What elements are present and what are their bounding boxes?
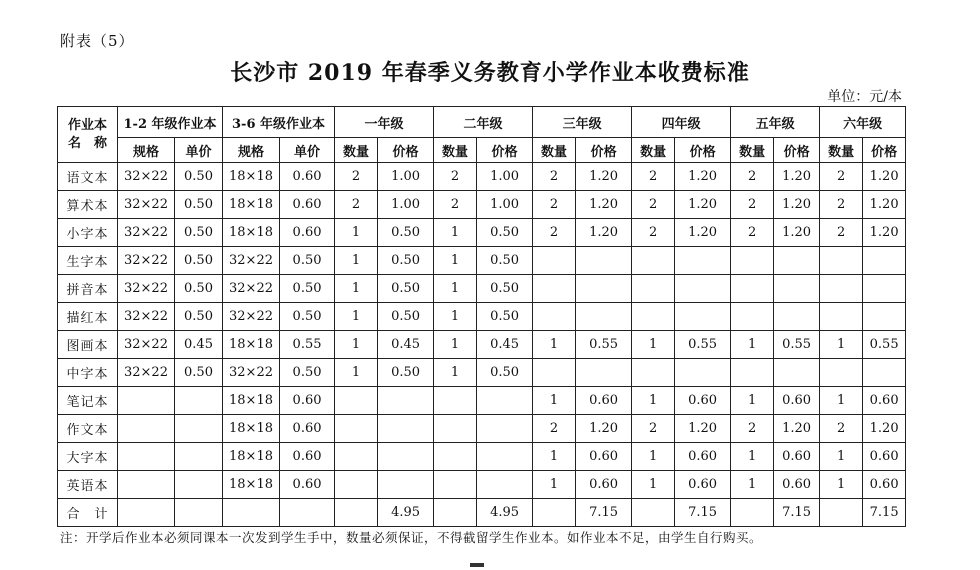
table-cell: 1 [533,331,576,359]
table-cell: 0.60 [576,471,632,499]
table-cell [731,303,774,331]
table-cell [863,359,906,387]
table-cell [774,275,820,303]
table-cell: 0.50 [378,303,434,331]
table-cell [863,275,906,303]
table-cell [533,303,576,331]
table-cell: 7.15 [675,499,731,527]
table-cell [118,499,175,527]
footnote: 注：开学后作业本必须同课本一次发到学生手中，数量必须保证，不得截留学生作业本。如作业本不足，由学生自行购买。 [60,530,763,545]
table-cell: 0.60 [774,387,820,415]
table-cell: 0.50 [175,359,223,387]
table-cell [675,247,731,275]
table-cell: 2 [731,163,774,191]
row-name-cell: 大字本 [58,443,118,471]
table-cell [118,443,175,471]
table-cell [576,359,632,387]
corner-line-2: 名 称 [67,135,107,151]
row-name-cell: 笔记本 [58,387,118,415]
table-cell [675,303,731,331]
table-row [58,387,906,415]
table-cell [280,499,335,527]
table-cell: 1 [434,331,477,359]
table-cell: 0.50 [175,303,223,331]
table-row [58,415,906,443]
sub-header: 价格 [477,138,533,163]
table-cell: 32×22 [118,303,175,331]
table-cell: 2 [533,191,576,219]
table-cell: 0.60 [576,443,632,471]
table-cell: 1 [434,219,477,247]
table-cell [118,387,175,415]
table-cell: 1 [632,443,675,471]
group-header: 一年级 [335,107,434,138]
group-header: 二年级 [434,107,533,138]
table-cell [118,471,175,499]
table-cell: 1.20 [863,163,906,191]
table-cell: 1 [335,275,378,303]
table-cell [175,499,223,527]
table-body [58,163,906,527]
row-name-cell: 描红本 [58,303,118,331]
table-cell: 1 [731,331,774,359]
table-cell [175,443,223,471]
table-cell: 1.20 [675,219,731,247]
table-row [58,275,906,303]
table-cell: 32×22 [223,303,280,331]
table-cell: 32×22 [223,275,280,303]
group-header: 3-6 年级作业本 [223,107,335,138]
table-cell [335,499,378,527]
table-row [58,359,906,387]
table-cell [632,359,675,387]
table-cell: 1.20 [863,191,906,219]
table-cell: 1.20 [863,219,906,247]
table-cell [533,359,576,387]
table-cell: 0.45 [378,331,434,359]
table-cell: 0.50 [477,303,533,331]
table-cell: 2 [820,219,863,247]
table-row [58,247,906,275]
table-row [58,331,906,359]
table-cell [632,247,675,275]
table-cell: 1.20 [675,163,731,191]
table-cell [731,359,774,387]
sub-header: 价格 [576,138,632,163]
table-cell [576,303,632,331]
table-cell: 32×22 [118,163,175,191]
table-cell: 1 [335,247,378,275]
table-cell: 2 [335,191,378,219]
table-cell: 4.95 [378,499,434,527]
table-cell: 0.60 [863,471,906,499]
table-cell: 2 [533,219,576,247]
table-cell: 1.00 [477,191,533,219]
table-cell: 0.60 [576,387,632,415]
table-cell [335,471,378,499]
table-cell: 0.55 [576,331,632,359]
table-cell: 0.55 [280,331,335,359]
table-cell: 0.60 [863,443,906,471]
table-cell: 1 [434,303,477,331]
table-cell [731,499,774,527]
table-row [58,219,906,247]
table-cell [820,499,863,527]
row-name-cell: 中字本 [58,359,118,387]
group-header: 五年级 [731,107,820,138]
table-cell: 0.60 [675,443,731,471]
table-cell: 0.55 [774,331,820,359]
sub-header: 单价 [175,138,223,163]
table-cell: 0.60 [280,387,335,415]
sub-header-row [58,138,906,163]
group-header: 1-2 年级作业本 [118,107,223,138]
corner-header [58,107,118,163]
table-cell [477,443,533,471]
table-cell: 0.50 [175,247,223,275]
table-cell: 18×18 [223,191,280,219]
table-row [58,471,906,499]
table-cell [675,359,731,387]
table-cell [632,275,675,303]
table-cell: 7.15 [863,499,906,527]
table-cell: 2 [731,415,774,443]
sub-header: 数量 [434,138,477,163]
table-cell: 2 [632,163,675,191]
row-name-cell: 拼音本 [58,275,118,303]
table-cell: 2 [820,415,863,443]
table-cell: 32×22 [223,247,280,275]
table-cell [820,247,863,275]
table-cell: 2 [632,415,675,443]
table-cell: 0.50 [378,247,434,275]
row-name-cell: 语文本 [58,163,118,191]
table-cell: 1.00 [378,163,434,191]
table-cell: 1.00 [477,163,533,191]
page-number-mark [470,563,484,567]
table-cell: 1 [731,387,774,415]
table-cell: 18×18 [223,163,280,191]
table-cell: 0.60 [280,191,335,219]
row-name-cell: 合 计 [58,499,118,527]
table-cell: 1.20 [576,415,632,443]
corner-line-1: 作业本 [67,117,107,133]
table-cell: 2 [632,219,675,247]
table-cell: 0.60 [774,443,820,471]
table-cell [477,415,533,443]
table-cell [675,275,731,303]
table-cell [863,303,906,331]
table-cell [175,471,223,499]
table-cell: 0.45 [175,331,223,359]
table-cell: 1.00 [378,191,434,219]
fee-table [57,106,906,527]
table-cell [335,415,378,443]
table-cell: 1 [335,331,378,359]
table-cell: 32×22 [118,331,175,359]
row-name-cell: 图画本 [58,331,118,359]
table-cell [774,359,820,387]
table-cell [477,471,533,499]
table-cell [434,471,477,499]
table-cell [335,387,378,415]
table-cell: 1.20 [774,191,820,219]
table-cell [175,387,223,415]
table-cell [378,443,434,471]
appendix-label: 附表（5） [60,32,135,50]
table-cell: 4.95 [477,499,533,527]
row-name-cell: 英语本 [58,471,118,499]
table-cell [223,499,280,527]
table-cell [434,499,477,527]
table-cell: 0.50 [175,191,223,219]
table-cell: 0.50 [378,275,434,303]
table-cell [533,499,576,527]
table-cell [731,247,774,275]
table-row [58,163,906,191]
table-cell: 32×22 [118,191,175,219]
table-cell: 2 [434,163,477,191]
unit-label: 单位：元/本 [827,89,902,105]
table-cell: 2 [533,163,576,191]
table-cell: 0.50 [378,359,434,387]
table-cell: 1.20 [863,415,906,443]
table-cell [731,275,774,303]
table-cell: 1 [335,303,378,331]
row-name-cell: 作文本 [58,415,118,443]
sub-header: 数量 [820,138,863,163]
table-cell [774,247,820,275]
sub-header: 价格 [863,138,906,163]
table-cell: 2 [731,219,774,247]
row-name-cell: 算术本 [58,191,118,219]
table-cell: 0.50 [280,247,335,275]
sub-header: 数量 [335,138,378,163]
table-cell: 32×22 [118,359,175,387]
table-cell: 1 [820,331,863,359]
table-cell: 1 [632,471,675,499]
table-cell: 1.20 [774,415,820,443]
table-row [58,303,906,331]
table-cell: 18×18 [223,415,280,443]
sub-header: 价格 [774,138,820,163]
table-cell: 0.50 [477,359,533,387]
table-cell: 0.50 [280,275,335,303]
table-cell: 1 [731,471,774,499]
table-cell [820,359,863,387]
table-cell: 1.20 [576,191,632,219]
table-cell [533,247,576,275]
table-cell: 0.45 [477,331,533,359]
sub-header: 价格 [378,138,434,163]
table-row [58,191,906,219]
table-cell: 0.55 [675,331,731,359]
row-name-cell: 小字本 [58,219,118,247]
table-cell: 0.60 [280,415,335,443]
table-cell: 32×22 [118,275,175,303]
table-cell [774,303,820,331]
table-cell: 18×18 [223,219,280,247]
table-cell [434,387,477,415]
table-cell: 1 [820,443,863,471]
table-cell: 0.50 [175,219,223,247]
table-cell: 1.20 [576,219,632,247]
table-row [58,443,906,471]
table-cell [477,387,533,415]
table-cell [820,275,863,303]
table-cell: 1 [533,387,576,415]
table-cell: 1 [632,331,675,359]
table-cell: 0.50 [175,275,223,303]
table-cell: 0.50 [175,163,223,191]
table-cell: 0.60 [675,471,731,499]
table-cell: 1 [533,443,576,471]
group-header: 六年级 [820,107,906,138]
table-cell: 1.20 [774,219,820,247]
table-cell [863,247,906,275]
sub-header: 规格 [223,138,280,163]
table-cell: 18×18 [223,443,280,471]
table-cell: 1 [434,275,477,303]
table-cell: 0.50 [477,219,533,247]
table-cell [378,415,434,443]
table-cell: 1 [632,387,675,415]
table-cell [632,303,675,331]
table-cell: 1 [335,359,378,387]
table-cell: 0.50 [280,303,335,331]
table-cell: 32×22 [118,219,175,247]
table-cell: 1 [434,247,477,275]
table-cell [118,415,175,443]
table-cell: 0.50 [477,247,533,275]
table-cell: 32×22 [223,359,280,387]
table-cell: 1.20 [675,415,731,443]
row-name-cell: 生字本 [58,247,118,275]
table-cell: 2 [632,191,675,219]
table-cell [434,443,477,471]
table-cell: 0.50 [280,359,335,387]
table-cell [632,499,675,527]
sub-header: 数量 [632,138,675,163]
group-header-row [58,107,906,138]
table-cell [434,415,477,443]
table-cell: 0.60 [675,387,731,415]
table-cell: 2 [731,191,774,219]
table-cell: 2 [533,415,576,443]
table-cell: 1 [335,219,378,247]
table-cell: 1 [820,471,863,499]
table-cell [820,303,863,331]
table-cell: 0.55 [863,331,906,359]
sub-header: 数量 [533,138,576,163]
table-cell: 7.15 [774,499,820,527]
table-cell: 0.60 [863,387,906,415]
table-header [58,107,906,163]
table-cell: 2 [335,163,378,191]
table-cell: 0.60 [280,219,335,247]
table-cell: 1.20 [576,163,632,191]
table-cell: 0.60 [280,443,335,471]
table-cell: 18×18 [223,331,280,359]
table-cell: 2 [820,191,863,219]
table-cell [533,275,576,303]
table-cell [576,247,632,275]
table-cell: 1 [434,359,477,387]
table-cell: 0.50 [378,219,434,247]
table-cell: 18×18 [223,387,280,415]
table-cell: 1 [731,443,774,471]
table-cell: 32×22 [118,247,175,275]
table-row [58,499,906,527]
table-cell: 1 [533,471,576,499]
table-cell [378,387,434,415]
group-header: 三年级 [533,107,632,138]
table-cell: 7.15 [576,499,632,527]
table-cell [175,415,223,443]
table-cell: 1.20 [774,163,820,191]
sub-header: 单价 [280,138,335,163]
table-cell [576,275,632,303]
table-cell: 0.60 [774,471,820,499]
sub-header: 价格 [675,138,731,163]
table-cell: 1.20 [675,191,731,219]
sub-header: 规格 [118,138,175,163]
table-cell [335,443,378,471]
table-cell: 0.50 [477,275,533,303]
table-cell: 0.60 [280,471,335,499]
table-cell [378,471,434,499]
group-header: 四年级 [632,107,731,138]
table-cell: 2 [820,163,863,191]
sub-header: 数量 [731,138,774,163]
table-cell: 2 [434,191,477,219]
table-cell: 0.60 [280,163,335,191]
table-cell: 18×18 [223,471,280,499]
document-title: 长沙市 2019 年春季义务教育小学作业本收费标准 [230,60,750,86]
table-cell: 1 [820,387,863,415]
